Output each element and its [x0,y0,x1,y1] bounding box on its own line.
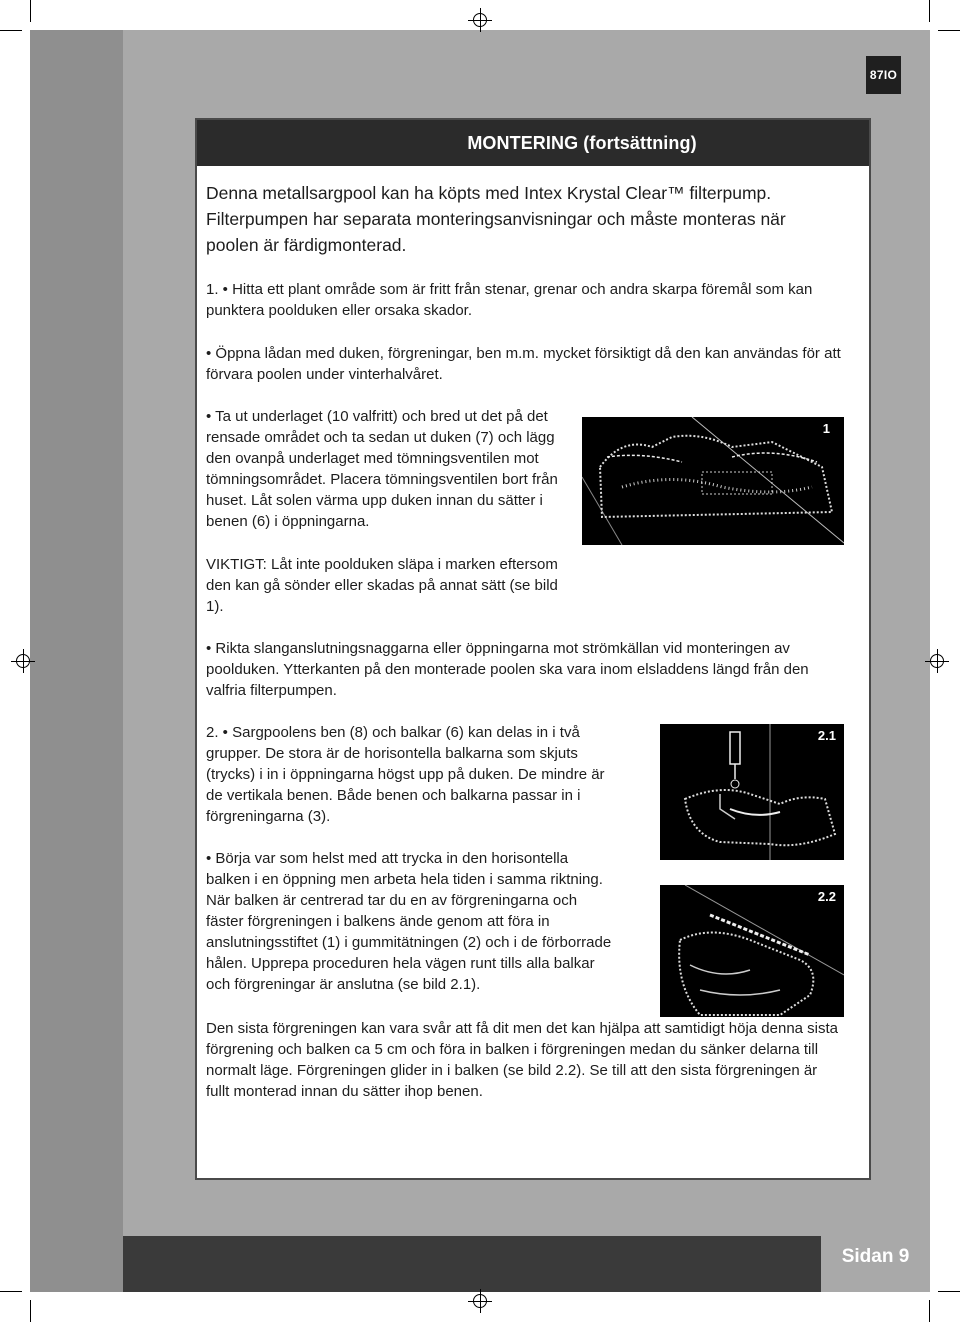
model-badge: 87IO [866,56,901,94]
left-margin-strip [30,30,123,1292]
crop-mark [929,0,930,22]
crop-mark [929,1300,930,1322]
figure-2-1-image [660,724,844,860]
figure-2-2-illustration [660,885,844,1017]
registration-mark-icon [16,654,30,668]
registration-mark-icon [930,654,944,668]
step2-paragraph-c: Den sista förgreningen kan vara svår att få dit men det kan hjälpa att samtidigt höja denna sista förgrening och balken ca 5 cm och föra in balken i förgreningen medan du sänker delarna till normalt läge. Förgreningen glider in i balken (se bild 2.2). Se till att den sista förgreningen är fullt monterad innan du sätter ihop benen. [206,1020,839,1100]
crop-mark [938,1291,960,1292]
section-header [197,120,869,166]
crop-mark [0,30,22,31]
crop-mark [0,1291,22,1292]
figure-1-illustration [582,417,844,545]
figure-1-image [582,417,844,545]
important-note: VIKTIGT: Låt inte poolduken släpa i marken eftersom den kan gå sönder eller skadas på annat sätt (se bild 1). [206,556,558,615]
step1-paragraph-b: • Öppna lådan med duken, förgreningar, ben m.m. mycket försiktigt då den kan användas för att förvara poolen under vinterhalvåret. [206,345,841,383]
figure-1-label: 1 [822,421,830,436]
registration-mark-icon [473,13,487,27]
figure-2-2-label: 2.2 [817,889,836,904]
figure-2-2-image [660,885,844,1017]
figure-2-1-illustration [660,724,844,860]
crop-mark [30,1300,31,1322]
step1-paragraph-a: 1. • Hitta ett plant område som är fritt från stenar, grenar och andra skarpa föremål som kan punktera poolduken eller orsaka skador. [206,281,813,319]
step1-paragraph-c: • Ta ut underlaget (10 valfritt) och bred ut det på det rensade området och ta sedan ut duken (7) och lägg den ovanpå underlaget med tömningsventilen mot tömningsområdet. Placera tömningsventilen bort från huset. Låt solen värma upp duken innan du sätter i benen (6) i öppningarna. [206,408,558,530]
step1-paragraph-d: • Rikta slanganslutningsnaggarna eller öppningarna mot strömkällan vid monteringen av poolduken. Ytterkanten på den monterade poolen ska vara inom elsladdens längd från den valfria filterpumpen. [206,640,809,699]
crop-mark [938,30,960,31]
footer-band [123,1236,821,1292]
step2-paragraph-a: 2. • Sargpoolens ben (8) och balkar (6) kan delas in i två grupper. De stora är de horisontella balkarna som skjuts (trycks) i in i öppningarna högst upp på duken. De mindre är de vertikala benen. Både benen och balkarna passar in i förgreningarna (3). [206,724,605,825]
page-number: Sidan 9 [821,1222,930,1292]
step2-paragraph-b: • Börja var som helst med att trycka in den horisontella balken i en öppning men arbeta hela tiden i samma riktning. När balken är centrerad tar du en av förgreningarna och fäster förgreningen i balkens ände genom att föra in anslutningsstiftet (1) i gummitätningen (2) och i de förborrade hålen. Upprepa proceduren hela vägen runt tills alla balkar och förgreningar är anslutna (se bild 2.1). [206,850,612,993]
figure-2-1-label: 2.1 [817,728,836,743]
section-title: MONTERING (fortsättning) [467,132,697,153]
crop-mark [30,0,31,22]
registration-mark-icon [473,1294,487,1308]
intro-paragraph: Denna metallsargpool kan ha köpts med Intex Krystal Clear™ filterpump. Filterpumpen har separata monteringsanvisningar och måste monteras när poolen är färdigmonterad. [206,183,786,255]
content-panel [195,118,871,1180]
